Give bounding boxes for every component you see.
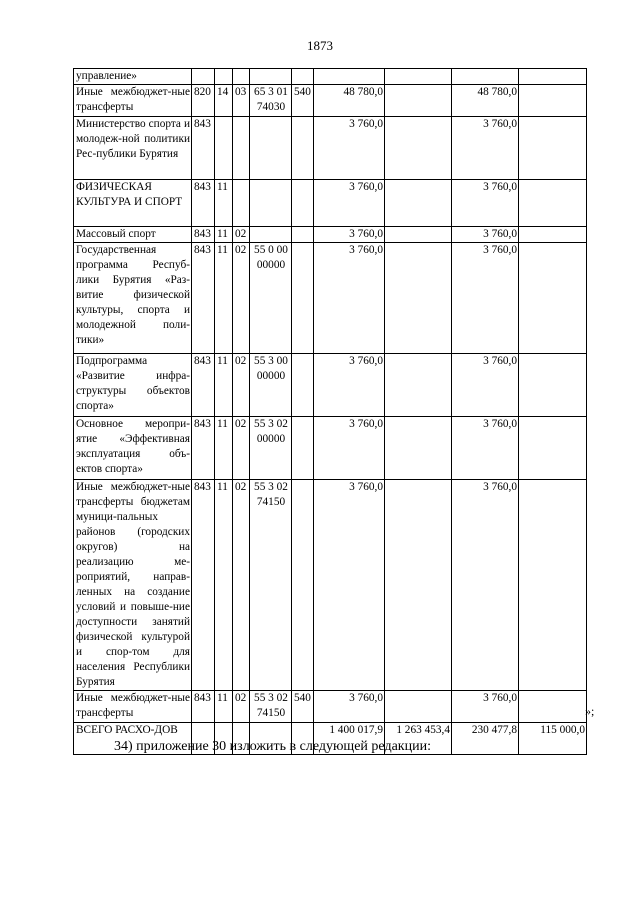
target-article-code-cell: 55 3 02 74150 — [250, 480, 292, 691]
section-code-cell: 14 — [215, 85, 233, 117]
amount-total-cell: 3 760,0 — [314, 227, 385, 243]
row-name-cell: Иные межбюджет-ные трансферты — [74, 85, 192, 117]
amount-col-3-cell: 3 760,0 — [452, 117, 519, 180]
expense-type-code-cell — [292, 354, 314, 417]
section-code-cell: 11 — [215, 227, 233, 243]
amount-col-3-cell: 3 760,0 — [452, 480, 519, 691]
expense-type-code-cell — [292, 480, 314, 691]
amount-total-cell: 3 760,0 — [314, 180, 385, 227]
target-article-code-cell — [250, 117, 292, 180]
subsection-code-cell: 03 — [233, 85, 250, 117]
row-name-cell: Массовый спорт — [74, 227, 192, 243]
target-article-code-cell: 55 3 00 00000 — [250, 354, 292, 417]
target-article-code-cell: 55 3 02 00000 — [250, 417, 292, 480]
amount-col-2-cell — [385, 69, 452, 85]
amount-col-4-cell — [519, 69, 587, 85]
subsection-code-cell: 02 — [233, 417, 250, 480]
amendment-text: 34) приложение 30 изложить в следующей редакции: — [114, 739, 431, 754]
table-row — [74, 417, 587, 480]
subsection-code-cell: 02 — [233, 354, 250, 417]
amount-col-2-cell — [385, 480, 452, 691]
amount-total-cell: 3 760,0 — [314, 243, 385, 354]
expense-type-code-cell: 540 — [292, 691, 314, 723]
target-article-code-cell: 65 3 01 74030 — [250, 85, 292, 117]
target-article-code-cell: 55 0 00 00000 — [250, 243, 292, 354]
table-row — [74, 354, 587, 417]
table-row — [74, 180, 587, 227]
amount-col-2-cell: 1 263 453,4 — [385, 723, 452, 755]
table-row — [74, 69, 587, 85]
expense-type-code-cell — [292, 243, 314, 354]
section-code-cell: 11 — [215, 691, 233, 723]
table-row — [74, 480, 587, 691]
subsection-code-cell — [233, 180, 250, 227]
amount-col-4-cell — [519, 117, 587, 180]
table-row — [74, 691, 587, 723]
subsection-code-cell: 02 — [233, 480, 250, 691]
amount-col-4-cell — [519, 243, 587, 354]
subsection-code-cell: 02 — [233, 691, 250, 723]
row-name-cell: Иные межбюджет-ные трансферты бюджетам муници-пальных районов (городских округов) на реализацию ме-роприятий, направ-ленных на создание условий и повыше-ние доступности занятий физической культурой и спор-том для населения Республики Бурятия — [74, 480, 192, 691]
amount-col-4-cell — [519, 180, 587, 227]
amount-col-2-cell — [385, 243, 452, 354]
amount-col-3-cell: 230 477,8 — [452, 723, 519, 755]
amount-col-2-cell — [385, 354, 452, 417]
table-row — [74, 85, 587, 117]
row-name-cell: Основное меропри-ятие «Эффективная эксплуатация объ-ектов спорта» — [74, 417, 192, 480]
amount-col-3-cell: 3 760,0 — [452, 691, 519, 723]
amount-col-2-cell — [385, 117, 452, 180]
table-row — [74, 243, 587, 354]
expense-type-code-cell — [292, 180, 314, 227]
target-article-code-cell — [250, 180, 292, 227]
row-name-cell: Иные межбюджет-ные трансферты — [74, 691, 192, 723]
amount-col-2-cell — [385, 691, 452, 723]
table-closing-quote: »; — [585, 704, 595, 718]
section-code-cell: 11 — [215, 480, 233, 691]
ministry-code-cell: 843 — [192, 480, 215, 691]
budget-table — [73, 68, 587, 755]
target-article-code-cell — [250, 227, 292, 243]
amount-total-cell: 48 780,0 — [314, 85, 385, 117]
target-article-code-cell: 55 3 02 74150 — [250, 691, 292, 723]
amount-col-3-cell: 3 760,0 — [452, 243, 519, 354]
ministry-code-cell: 820 — [192, 85, 215, 117]
amount-total-cell: 3 760,0 — [314, 354, 385, 417]
section-code-cell — [215, 117, 233, 180]
ministry-code-cell: 843 — [192, 243, 215, 354]
amount-col-4-cell — [519, 354, 587, 417]
amount-total-cell — [314, 69, 385, 85]
amount-col-3-cell: 48 780,0 — [452, 85, 519, 117]
expense-type-code-cell — [292, 417, 314, 480]
amount-col-4-cell — [519, 85, 587, 117]
amount-col-4-cell — [519, 691, 587, 723]
subsection-code-cell — [233, 69, 250, 85]
ministry-code-cell: 843 — [192, 180, 215, 227]
amount-total-cell: 3 760,0 — [314, 417, 385, 480]
subsection-code-cell: 02 — [233, 227, 250, 243]
table-row — [74, 227, 587, 243]
expense-type-code-cell — [292, 227, 314, 243]
amount-col-2-cell — [385, 85, 452, 117]
row-name-cell: ВСЕГО РАСХО-ДОВ — [74, 723, 192, 755]
amount-col-2-cell — [385, 180, 452, 227]
section-code-cell: 11 — [215, 180, 233, 227]
section-code-cell: 11 — [215, 243, 233, 354]
row-name-cell: Государственная программа Респуб-лики Бурятия «Раз-витие физической культуры, спорта и молодежной поли-тики» — [74, 243, 192, 354]
ministry-code-cell: 843 — [192, 227, 215, 243]
amount-col-3-cell: 3 760,0 — [452, 417, 519, 480]
target-article-code-cell — [250, 69, 292, 85]
row-name-cell: Министерство спорта и молодеж-ной политики Рес-публики Бурятия — [74, 117, 192, 180]
ministry-code-cell: 843 — [192, 354, 215, 417]
row-name-cell: Подпрограмма «Развитие инфра-структуры объектов спорта» — [74, 354, 192, 417]
amount-col-3-cell: 3 760,0 — [452, 180, 519, 227]
amount-col-4-cell — [519, 480, 587, 691]
section-code-cell: 11 — [215, 354, 233, 417]
amount-total-cell: 3 760,0 — [314, 480, 385, 691]
row-name-cell: ФИЗИЧЕСКАЯ КУЛЬТУРА И СПОРТ — [74, 180, 192, 227]
amount-col-4-cell — [519, 417, 587, 480]
expense-type-code-cell: 540 — [292, 85, 314, 117]
page-number: 1873 — [307, 38, 333, 53]
subsection-code-cell: 02 — [233, 243, 250, 354]
amount-col-3-cell: 3 760,0 — [452, 227, 519, 243]
expense-type-code-cell — [292, 117, 314, 180]
amount-total-cell: 1 400 017,9 — [314, 723, 385, 755]
row-name-cell: управление» — [74, 69, 192, 85]
ministry-code-cell: 843 — [192, 417, 215, 480]
ministry-code-cell — [192, 69, 215, 85]
ministry-code-cell: 843 — [192, 117, 215, 180]
section-code-cell — [215, 69, 233, 85]
amount-col-3-cell — [452, 69, 519, 85]
ministry-code-cell: 843 — [192, 691, 215, 723]
amount-total-cell: 3 760,0 — [314, 691, 385, 723]
expense-type-code-cell — [292, 69, 314, 85]
amount-col-2-cell — [385, 417, 452, 480]
section-code-cell: 11 — [215, 417, 233, 480]
table-row — [74, 117, 587, 180]
subsection-code-cell — [233, 117, 250, 180]
amount-col-4-cell: 115 000,0 — [519, 723, 587, 755]
amount-col-4-cell — [519, 227, 587, 243]
amount-col-3-cell: 3 760,0 — [452, 354, 519, 417]
amount-col-2-cell — [385, 227, 452, 243]
amount-total-cell: 3 760,0 — [314, 117, 385, 180]
